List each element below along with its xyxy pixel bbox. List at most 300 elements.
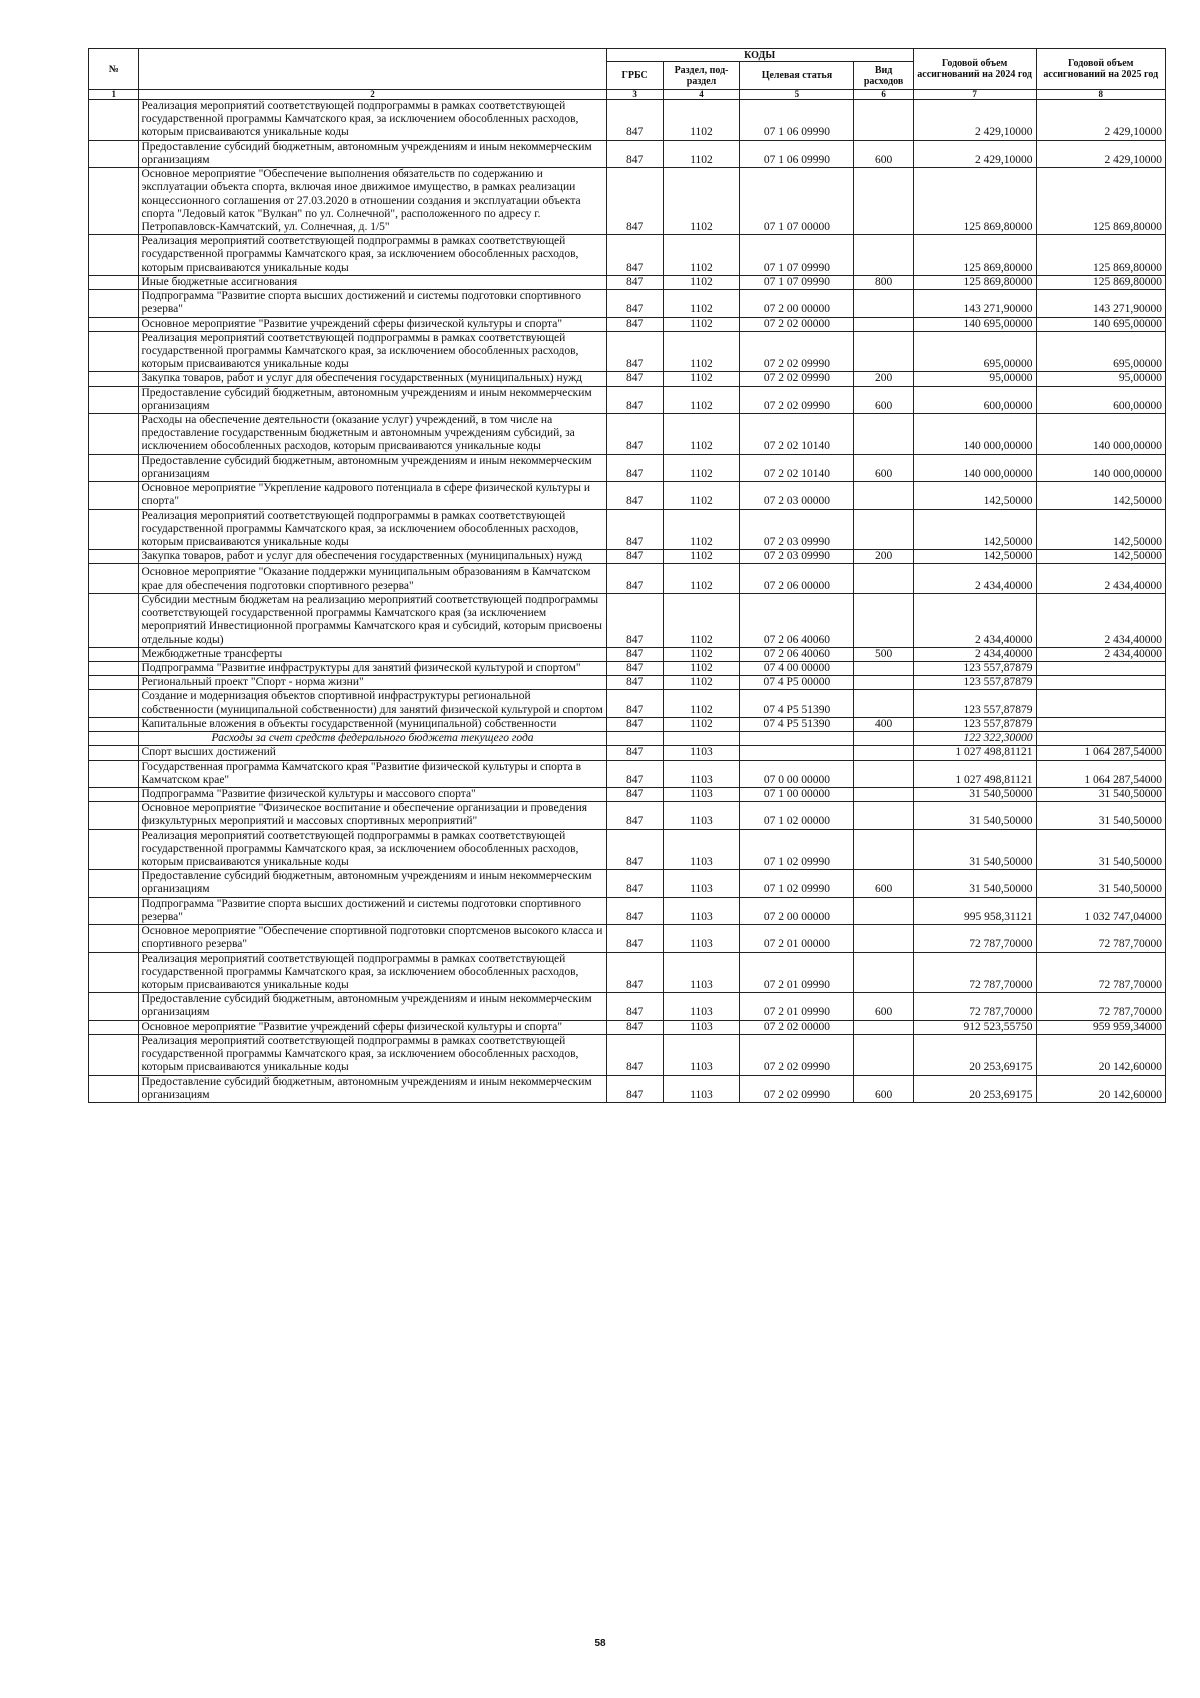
row-number-cell xyxy=(89,550,139,564)
table-row xyxy=(89,897,1166,924)
row-number-cell xyxy=(89,897,139,924)
expense-type-code xyxy=(854,290,913,317)
amount-2024: 2 434,40000 xyxy=(913,564,1036,593)
expense-name: Закупка товаров, работ и услуг для обеспечения государственных (муниципальных) нужд xyxy=(139,372,606,386)
amount-2024: 140 695,00000 xyxy=(913,317,1036,331)
razdel-code: 1102 xyxy=(663,661,740,675)
razdel-code: 1103 xyxy=(663,760,740,787)
grbs-code: 847 xyxy=(606,661,663,675)
amount-2025: 140 000,00000 xyxy=(1036,414,1165,455)
target-article-code: 07 4 P5 51390 xyxy=(740,717,854,731)
grbs-code: 847 xyxy=(606,690,663,717)
razdel-code: 1103 xyxy=(663,1034,740,1075)
expense-type-code xyxy=(854,317,913,331)
amount-2025: 2 434,40000 xyxy=(1036,564,1165,593)
table-row xyxy=(89,372,1166,386)
razdel-code: 1103 xyxy=(663,802,740,829)
grbs-code: 847 xyxy=(606,1075,663,1102)
grbs-code: 847 xyxy=(606,386,663,413)
expense-name: Спорт высших достижений xyxy=(139,746,606,760)
table-row xyxy=(89,647,1166,661)
razdel-code: 1103 xyxy=(663,746,740,760)
expense-name: Региональный проект "Спорт - норма жизни" xyxy=(139,676,606,690)
col-number: 2 xyxy=(139,90,606,100)
row-number-cell xyxy=(89,787,139,801)
grbs-code: 847 xyxy=(606,647,663,661)
amount-2025: 31 540,50000 xyxy=(1036,870,1165,897)
amount-2025: 31 540,50000 xyxy=(1036,802,1165,829)
expense-name: Реализация мероприятий соответствующей подпрограммы в рамках соответствующей государственной программы Камчатского края, за исключением обособленных расходов, которым присваиваются уникальные коды xyxy=(139,235,606,276)
amount-2024: 123 557,87879 xyxy=(913,717,1036,731)
razdel-code: 1102 xyxy=(663,372,740,386)
amount-2024: 142,50000 xyxy=(913,550,1036,564)
target-article-code: 07 2 06 40060 xyxy=(740,593,854,647)
razdel-code: 1102 xyxy=(663,717,740,731)
razdel-code: 1103 xyxy=(663,952,740,993)
target-article-code: 07 0 00 00000 xyxy=(740,760,854,787)
col-number: 3 xyxy=(606,90,663,100)
expense-type-code xyxy=(854,829,913,870)
target-article-code: 07 2 03 09990 xyxy=(740,509,854,550)
razdel-code: 1102 xyxy=(663,100,740,141)
expense-type-code: 200 xyxy=(854,550,913,564)
target-article-code: 07 2 03 00000 xyxy=(740,482,854,509)
grbs-code: 847 xyxy=(606,317,663,331)
row-number-cell xyxy=(89,372,139,386)
amount-2025 xyxy=(1036,661,1165,675)
row-number-cell xyxy=(89,647,139,661)
expense-type-code: 200 xyxy=(854,372,913,386)
target-article-code: 07 1 07 09990 xyxy=(740,275,854,289)
budget-table-sheet xyxy=(88,48,1166,1103)
expense-type-code xyxy=(854,661,913,675)
row-number-cell xyxy=(89,454,139,481)
expense-name: Основное мероприятие "Обеспечение выполнения обязательств по содержанию и эксплуатации объекта спорта, включая иное движимое имущество, в рамках реализации концессионного соглашения от 27.03.2020 в отношении создания и эксплуатации объекта спорта "Ледовый каток "Вулкан" по ул. Солнечной", расположенного по адресу г. Петропавловск-Камчатский, ул. Солнечная, д. 1/5" xyxy=(139,168,606,235)
table-row xyxy=(89,1075,1166,1102)
row-number-cell xyxy=(89,386,139,413)
expense-type-code: 400 xyxy=(854,717,913,731)
table-row xyxy=(89,454,1166,481)
amount-2024: 72 787,70000 xyxy=(913,925,1036,952)
razdel-code: 1102 xyxy=(663,564,740,593)
row-number-cell xyxy=(89,509,139,550)
target-article-code: 07 4 P5 51390 xyxy=(740,690,854,717)
expense-name: Закупка товаров, работ и услуг для обеспечения государственных (муниципальных) нужд xyxy=(139,550,606,564)
row-number-cell xyxy=(89,317,139,331)
amount-2024: 600,00000 xyxy=(913,386,1036,413)
grbs-code: 847 xyxy=(606,1020,663,1034)
grbs-code: 847 xyxy=(606,802,663,829)
grbs-code: 847 xyxy=(606,746,663,760)
expense-name: Капитальные вложения в объекты государственной (муниципальной) собственности xyxy=(139,717,606,731)
col-number: 6 xyxy=(854,90,913,100)
expense-type-code xyxy=(854,676,913,690)
expense-type-code xyxy=(854,897,913,924)
grbs-code: 847 xyxy=(606,509,663,550)
target-article-code: 07 2 02 09990 xyxy=(740,1075,854,1102)
amount-2025: 140 695,00000 xyxy=(1036,317,1165,331)
grbs-code: 847 xyxy=(606,1034,663,1075)
amount-2024: 140 000,00000 xyxy=(913,454,1036,481)
grbs-code: 847 xyxy=(606,952,663,993)
target-article-code: 07 2 01 09990 xyxy=(740,993,854,1020)
row-number-cell xyxy=(89,676,139,690)
razdel-code: 1102 xyxy=(663,482,740,509)
table-header xyxy=(89,49,1166,100)
expense-name: Создание и модернизация объектов спортивной инфраструктуры региональной собственности (муниципальной собственности) для занятий физической культурой и спортом xyxy=(139,690,606,717)
expense-type-code: 500 xyxy=(854,647,913,661)
col-number: 1 xyxy=(89,90,139,100)
table-row xyxy=(89,732,1166,746)
table-row xyxy=(89,290,1166,317)
razdel-code: 1103 xyxy=(663,870,740,897)
amount-2024: 142,50000 xyxy=(913,509,1036,550)
target-article-code: 07 1 07 09990 xyxy=(740,235,854,276)
amount-2025 xyxy=(1036,732,1165,746)
amount-2025: 695,00000 xyxy=(1036,331,1165,372)
amount-2025: 125 869,80000 xyxy=(1036,235,1165,276)
expense-type-code xyxy=(854,1034,913,1075)
table-row xyxy=(89,235,1166,276)
target-article-code: 07 2 02 00000 xyxy=(740,1020,854,1034)
row-number-cell xyxy=(89,593,139,647)
razdel-code: 1102 xyxy=(663,317,740,331)
target-article-code: 07 2 06 00000 xyxy=(740,564,854,593)
grbs-code: 847 xyxy=(606,290,663,317)
amount-2024: 1 027 498,81121 xyxy=(913,746,1036,760)
row-number-cell xyxy=(89,870,139,897)
amount-2025: 142,50000 xyxy=(1036,509,1165,550)
target-article-code: 07 2 00 00000 xyxy=(740,290,854,317)
grbs-code: 847 xyxy=(606,168,663,235)
grbs-code: 847 xyxy=(606,331,663,372)
expense-name: Предоставление субсидий бюджетным, автономным учреждениям и иным некоммерческим организациям xyxy=(139,870,606,897)
grbs-code: 847 xyxy=(606,760,663,787)
amount-2025: 2 429,10000 xyxy=(1036,100,1165,141)
razdel-code: 1103 xyxy=(663,925,740,952)
razdel-code: 1103 xyxy=(663,1020,740,1034)
expense-name: Основное мероприятие "Укрепление кадрового потенциала в сфере физической культуры и спорта" xyxy=(139,482,606,509)
expense-name: Основное мероприятие "Развитие учреждений сферы физической культуры и спорта" xyxy=(139,1020,606,1034)
amount-2025 xyxy=(1036,676,1165,690)
row-number-cell xyxy=(89,564,139,593)
target-article-code: 07 1 02 09990 xyxy=(740,870,854,897)
row-number-cell xyxy=(89,661,139,675)
target-article-code: 07 2 03 09990 xyxy=(740,550,854,564)
amount-2024: 995 958,31121 xyxy=(913,897,1036,924)
table-row xyxy=(89,331,1166,372)
expense-name: Подпрограмма "Развитие спорта высших достижений и системы подготовки спортивного резерва" xyxy=(139,290,606,317)
budget-table xyxy=(88,48,1166,1103)
amount-2024: 20 253,69175 xyxy=(913,1034,1036,1075)
expense-name: Расходы за счет средств федерального бюджета текущего года xyxy=(139,732,606,746)
amount-2024: 1 027 498,81121 xyxy=(913,760,1036,787)
amount-2025: 95,00000 xyxy=(1036,372,1165,386)
target-article-code: 07 2 02 10140 xyxy=(740,454,854,481)
grbs-code: 847 xyxy=(606,564,663,593)
amount-2025 xyxy=(1036,690,1165,717)
amount-2024: 2 434,40000 xyxy=(913,647,1036,661)
expense-name: Предоставление субсидий бюджетным, автономным учреждениям и иным некоммерческим организациям xyxy=(139,386,606,413)
amount-2025: 72 787,70000 xyxy=(1036,952,1165,993)
target-article-code: 07 1 06 09990 xyxy=(740,100,854,141)
row-number-cell xyxy=(89,746,139,760)
target-article-code: 07 2 02 09990 xyxy=(740,386,854,413)
amount-2024: 31 540,50000 xyxy=(913,802,1036,829)
razdel-code: 1103 xyxy=(663,993,740,1020)
expense-type-code xyxy=(854,787,913,801)
table-row xyxy=(89,717,1166,731)
header-razdel: Раздел, под-раздел xyxy=(663,62,740,90)
amount-2025: 2 429,10000 xyxy=(1036,140,1165,167)
header-sum-2025: Годовой объем ассигнований на 2025 год xyxy=(1036,49,1165,90)
razdel-code: 1102 xyxy=(663,550,740,564)
table-row xyxy=(89,482,1166,509)
amount-2024: 72 787,70000 xyxy=(913,952,1036,993)
expense-name: Реализация мероприятий соответствующей подпрограммы в рамках соответствующей государственной программы Камчатского края, за исключением обособленных расходов, которым присваиваются уникальные коды xyxy=(139,100,606,141)
expense-name: Предоставление субсидий бюджетным, автономным учреждениям и иным некоммерческим организациям xyxy=(139,1075,606,1102)
amount-2024: 31 540,50000 xyxy=(913,829,1036,870)
amount-2024: 95,00000 xyxy=(913,372,1036,386)
target-article-code xyxy=(740,746,854,760)
amount-2025: 31 540,50000 xyxy=(1036,787,1165,801)
table-row xyxy=(89,317,1166,331)
table-row xyxy=(89,550,1166,564)
expense-name: Основное мероприятие "Оказание поддержки муниципальным образованиям в Камчатском крае для обеспечения подготовки спортивного резерва" xyxy=(139,564,606,593)
amount-2025: 2 434,40000 xyxy=(1036,593,1165,647)
row-number-cell xyxy=(89,993,139,1020)
row-number-cell xyxy=(89,414,139,455)
amount-2024: 125 869,80000 xyxy=(913,168,1036,235)
expense-type-code xyxy=(854,564,913,593)
expense-name: Основное мероприятие "Развитие учреждений сферы физической культуры и спорта" xyxy=(139,317,606,331)
grbs-code: 847 xyxy=(606,414,663,455)
grbs-code: 847 xyxy=(606,717,663,731)
grbs-code: 847 xyxy=(606,235,663,276)
row-number-cell xyxy=(89,925,139,952)
amount-2025: 125 869,80000 xyxy=(1036,168,1165,235)
table-row xyxy=(89,993,1166,1020)
table-row xyxy=(89,100,1166,141)
razdel-code: 1102 xyxy=(663,454,740,481)
expense-name: Государственная программа Камчатского края "Развитие физической культуры и спорта в Камчатском крае" xyxy=(139,760,606,787)
expense-name: Межбюджетные трансферты xyxy=(139,647,606,661)
row-number-cell xyxy=(89,290,139,317)
expense-name: Реализация мероприятий соответствующей подпрограммы в рамках соответствующей государственной программы Камчатского края, за исключением обособленных расходов, которым присваиваются уникальные коды xyxy=(139,331,606,372)
amount-2024: 125 869,80000 xyxy=(913,235,1036,276)
expense-name: Предоставление субсидий бюджетным, автономным учреждениям и иным некоммерческим организациям xyxy=(139,454,606,481)
amount-2024: 143 271,90000 xyxy=(913,290,1036,317)
table-row xyxy=(89,829,1166,870)
razdel-code: 1103 xyxy=(663,829,740,870)
amount-2025: 125 869,80000 xyxy=(1036,275,1165,289)
amount-2025: 72 787,70000 xyxy=(1036,993,1165,1020)
table-row xyxy=(89,1034,1166,1075)
table-row xyxy=(89,593,1166,647)
target-article-code: 07 2 01 00000 xyxy=(740,925,854,952)
amount-2024: 2 434,40000 xyxy=(913,593,1036,647)
row-number-cell xyxy=(89,1020,139,1034)
table-body xyxy=(89,100,1166,1103)
grbs-code: 847 xyxy=(606,925,663,952)
expense-type-code: 600 xyxy=(854,386,913,413)
col-number: 8 xyxy=(1036,90,1165,100)
razdel-code: 1102 xyxy=(663,168,740,235)
target-article-code: 07 1 07 00000 xyxy=(740,168,854,235)
table-row xyxy=(89,952,1166,993)
expense-name: Предоставление субсидий бюджетным, автономным учреждениям и иным некоммерческим организациям xyxy=(139,140,606,167)
row-number-cell xyxy=(89,1075,139,1102)
razdel-code: 1102 xyxy=(663,414,740,455)
razdel-code: 1102 xyxy=(663,140,740,167)
row-number-cell xyxy=(89,802,139,829)
amount-2024: 72 787,70000 xyxy=(913,993,1036,1020)
table-row xyxy=(89,925,1166,952)
header-statya: Целевая статья xyxy=(740,62,854,90)
grbs-code: 847 xyxy=(606,100,663,141)
table-row xyxy=(89,564,1166,593)
expense-type-code: 600 xyxy=(854,870,913,897)
expense-type-code xyxy=(854,925,913,952)
razdel-code: 1102 xyxy=(663,690,740,717)
table-row xyxy=(89,414,1166,455)
expense-name: Реализация мероприятий соответствующей подпрограммы в рамках соответствующей государственной программы Камчатского края, за исключением обособленных расходов, которым присваиваются уникальные коды xyxy=(139,952,606,993)
grbs-code: 847 xyxy=(606,454,663,481)
grbs-code: 847 xyxy=(606,993,663,1020)
expense-type-code xyxy=(854,482,913,509)
razdel-code: 1102 xyxy=(663,593,740,647)
row-number-cell xyxy=(89,235,139,276)
amount-2024: 31 540,50000 xyxy=(913,787,1036,801)
column-numbers-row xyxy=(89,90,1166,100)
target-article-code: 07 1 06 09990 xyxy=(740,140,854,167)
expense-name: Подпрограмма "Развитие спорта высших достижений и системы подготовки спортивного резерва" xyxy=(139,897,606,924)
grbs-code xyxy=(606,732,663,746)
amount-2024: 2 429,10000 xyxy=(913,100,1036,141)
amount-2024: 2 429,10000 xyxy=(913,140,1036,167)
target-article-code: 07 2 02 10140 xyxy=(740,414,854,455)
expense-name: Иные бюджетные ассигнования xyxy=(139,275,606,289)
amount-2024: 123 557,87879 xyxy=(913,690,1036,717)
expense-type-code xyxy=(854,746,913,760)
row-number-cell xyxy=(89,732,139,746)
header-vid: Вид расходов xyxy=(854,62,913,90)
expense-type-code: 600 xyxy=(854,140,913,167)
expense-type-code xyxy=(854,509,913,550)
amount-2024: 31 540,50000 xyxy=(913,870,1036,897)
amount-2024: 912 523,55750 xyxy=(913,1020,1036,1034)
expense-name: Реализация мероприятий соответствующей подпрограммы в рамках соответствующей государственной программы Камчатского края, за исключением обособленных расходов, которым присваиваются уникальные коды xyxy=(139,829,606,870)
amount-2025: 31 540,50000 xyxy=(1036,829,1165,870)
expense-type-code xyxy=(854,952,913,993)
target-article-code xyxy=(740,732,854,746)
page-number: 58 xyxy=(594,1638,606,1649)
header-codes: КОДЫ xyxy=(606,49,913,62)
amount-2024: 125 869,80000 xyxy=(913,275,1036,289)
row-number-cell xyxy=(89,140,139,167)
razdel-code: 1102 xyxy=(663,647,740,661)
table-row xyxy=(89,870,1166,897)
expense-type-code xyxy=(854,100,913,141)
grbs-code: 847 xyxy=(606,593,663,647)
row-number-cell xyxy=(89,275,139,289)
target-article-code: 07 2 02 00000 xyxy=(740,317,854,331)
expense-name: Предоставление субсидий бюджетным, автономным учреждениям и иным некоммерческим организациям xyxy=(139,993,606,1020)
table-row xyxy=(89,746,1166,760)
row-number-cell xyxy=(89,717,139,731)
table-row xyxy=(89,140,1166,167)
target-article-code: 07 2 02 09990 xyxy=(740,1034,854,1075)
row-number-cell xyxy=(89,482,139,509)
col-number: 5 xyxy=(740,90,854,100)
target-article-code: 07 2 06 40060 xyxy=(740,647,854,661)
col-number: 7 xyxy=(913,90,1036,100)
grbs-code: 847 xyxy=(606,550,663,564)
header-number: № xyxy=(89,49,139,90)
grbs-code: 847 xyxy=(606,482,663,509)
amount-2024: 695,00000 xyxy=(913,331,1036,372)
expense-name: Основное мероприятие "Обеспечение спортивной подготовки спортсменов высокого класса и спортивного резерва" xyxy=(139,925,606,952)
expense-name: Реализация мероприятий соответствующей подпрограммы в рамках соответствующей государственной программы Камчатского края, за исключением обособленных расходов, которым присваиваются уникальные коды xyxy=(139,1034,606,1075)
razdel-code: 1102 xyxy=(663,235,740,276)
col-number: 4 xyxy=(663,90,740,100)
grbs-code: 847 xyxy=(606,870,663,897)
grbs-code: 847 xyxy=(606,787,663,801)
table-row xyxy=(89,168,1166,235)
expense-type-code xyxy=(854,802,913,829)
razdel-code: 1102 xyxy=(663,275,740,289)
razdel-code: 1102 xyxy=(663,386,740,413)
target-article-code: 07 1 02 09990 xyxy=(740,829,854,870)
table-row xyxy=(89,760,1166,787)
grbs-code: 847 xyxy=(606,676,663,690)
table-row xyxy=(89,787,1166,801)
expense-name: Подпрограмма "Развитие физической культуры и массового спорта" xyxy=(139,787,606,801)
amount-2025: 600,00000 xyxy=(1036,386,1165,413)
grbs-code: 847 xyxy=(606,897,663,924)
expense-type-code: 600 xyxy=(854,454,913,481)
expense-type-code xyxy=(854,414,913,455)
razdel-code: 1103 xyxy=(663,897,740,924)
amount-2025: 1 032 747,04000 xyxy=(1036,897,1165,924)
expense-type-code: 600 xyxy=(854,993,913,1020)
amount-2025: 2 434,40000 xyxy=(1036,647,1165,661)
target-article-code: 07 2 02 09990 xyxy=(740,331,854,372)
target-article-code: 07 4 00 00000 xyxy=(740,661,854,675)
razdel-code: 1102 xyxy=(663,290,740,317)
amount-2024: 123 557,87879 xyxy=(913,661,1036,675)
header-sum-2024: Годовой объем ассигнований на 2024 год xyxy=(913,49,1036,90)
header-name xyxy=(139,49,606,90)
amount-2024: 140 000,00000 xyxy=(913,414,1036,455)
amount-2024: 142,50000 xyxy=(913,482,1036,509)
amount-2025: 142,50000 xyxy=(1036,482,1165,509)
amount-2025: 20 142,60000 xyxy=(1036,1075,1165,1102)
header-grbs: ГРБС xyxy=(606,62,663,90)
amount-2025: 1 064 287,54000 xyxy=(1036,760,1165,787)
table-row xyxy=(89,275,1166,289)
expense-name: Подпрограмма "Развитие инфраструктуры для занятий физической культурой и спортом" xyxy=(139,661,606,675)
grbs-code: 847 xyxy=(606,372,663,386)
amount-2024: 20 253,69175 xyxy=(913,1075,1036,1102)
amount-2025: 20 142,60000 xyxy=(1036,1034,1165,1075)
razdel-code: 1102 xyxy=(663,676,740,690)
expense-type-code xyxy=(854,593,913,647)
grbs-code: 847 xyxy=(606,275,663,289)
amount-2025: 142,50000 xyxy=(1036,550,1165,564)
target-article-code: 07 1 00 00000 xyxy=(740,787,854,801)
expense-type-code xyxy=(854,732,913,746)
